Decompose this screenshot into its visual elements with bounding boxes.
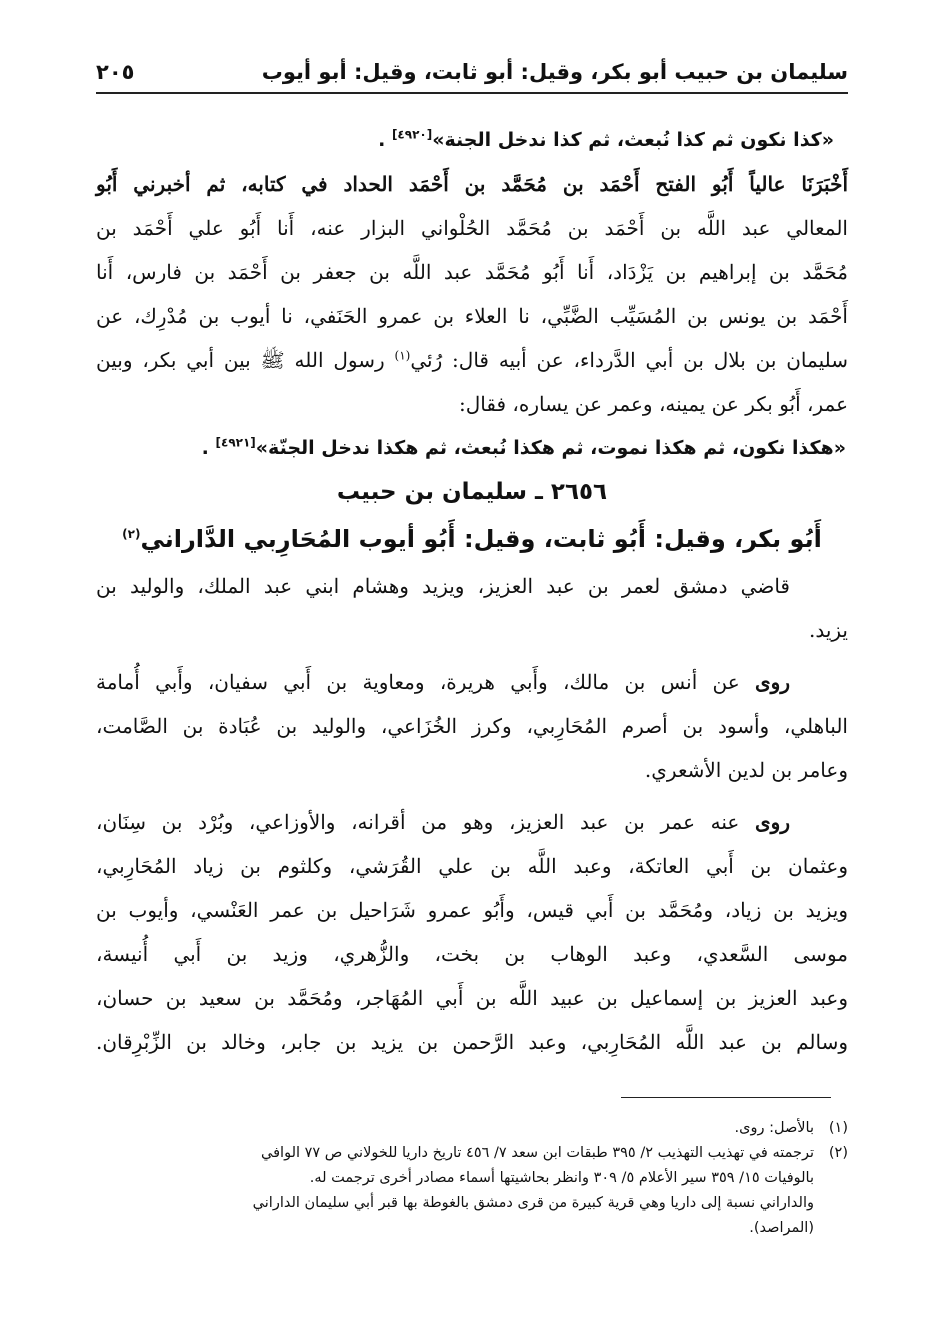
narrated-by-line: وعبد العزيز بن إسماعيل بن عبيد اللَّه بن أَبي المُهَاجر، ومُحَمَّد بن سعيد بن حسان، xyxy=(96,986,848,1010)
footnote-2-cont: (المراصد). xyxy=(749,1220,814,1236)
narrated-by-line: موسى السَّعدي، وعبد الوهاب بن بخت، والزُّهري، وزيد بن أَبي أُنيسة، xyxy=(96,942,848,966)
footnote-1 xyxy=(96,1116,848,1141)
hadith-text: «كذا نكون ثم كذا نُبعث، ثم كذا ندخل الجنة»[٤٩٢٠] . xyxy=(378,127,834,151)
isnad-line: المعالي عبد اللَّه بن أَحْمَد بن مُحَمَّد الحُلْواني البزار عنه، أَنا أَبُو علي أَحْمَد بن xyxy=(96,216,848,240)
main-text xyxy=(96,118,848,1064)
isnad-text: سليمان بن بلال بن أبي الدَّرداء، عن أبيه قال: رُئي xyxy=(410,348,848,372)
page-header xyxy=(96,58,848,94)
narrated-from-line: وعامر بن لدين الأشعري. xyxy=(644,758,848,782)
bio-line: يزيد. xyxy=(808,618,848,642)
page-number: ٢٠٥ xyxy=(96,60,135,84)
isnad-line: أَحْمَد بن يونس بن المُسَيِّب الضَّبِّي، نا العلاء بن عمرو الحَنَفي، نا أيوب بن مُدْرِك، عن xyxy=(96,304,848,328)
entry-kunya xyxy=(96,514,848,564)
footnote-mark: (٢) xyxy=(828,1145,848,1161)
footnote-2 xyxy=(96,1141,848,1166)
keyword-rawa: روى xyxy=(755,670,791,694)
isnad-line: عمر، أَبُو بكر عن يمينه، وعمر عن يساره، فقال: xyxy=(459,392,848,416)
narrated-from-line: الباهلي، وأسود بن أصرم المُحَارِبي، وكرز الخُزَاعي، والوليد بن عُبَادة بن الصَّامت، xyxy=(96,714,848,738)
narrated-by-line: روى عنه عمر بن عبد العزيز، وهو من أقرانه، والأوزاعي، وبُرْد بن سِنَان، xyxy=(96,810,790,834)
footnote-mark: (١) xyxy=(828,1120,848,1136)
footnote-separator xyxy=(621,1097,831,1098)
footnotes xyxy=(96,1116,848,1241)
hadith-quote: «كذا نكون ثم كذا نُبعث، ثم كذا ندخل الجنة» xyxy=(432,129,834,151)
keyword-rawa: روى xyxy=(755,810,790,834)
hadith-quote: «هكذا نكون، ثم هكذا نموت، ثم هكذا نُبعث، ثم هكذا ندخل الجنّة» xyxy=(255,437,846,459)
narrated-by-line: وسالم بن عبد اللَّه المُحَارِبي، وعبد الرَّحمن بن يزيد بن جابر، وخالد بن الزِّبْرِقان. xyxy=(96,1030,848,1054)
narrated-by-line: ويزيد بن زياد، ومُحَمَّد بن أَبي قيس، وأَبُو عمرو شَرَاحيل بن عمر العَنْسي، وأيوب بن xyxy=(96,898,848,922)
footnote-marker: (١) xyxy=(394,348,411,363)
hadith-text: «هكذا نكون، ثم هكذا نموت، ثم هكذا نُبعث، ثم هكذا ندخل الجنّة»[٤٩٢١] . xyxy=(201,435,846,459)
footnote-marker: (٢) xyxy=(122,527,141,541)
hadith-number: [٤٩٢١] xyxy=(215,435,256,450)
hadith-number: [٤٩٢٠] xyxy=(391,127,433,142)
kunya-text: أَبُو بكر، وقيل: أَبُو ثابت، وقيل: أَبُو أيوب المُحَارِبي الدَّاراني xyxy=(140,525,822,553)
bio-line: قاضي دمشق لعمر بن عبد العزيز، ويزيد وهشام ابني عبد الملك، والوليد بن xyxy=(96,574,790,598)
footnote-text: بالأصل: روى. xyxy=(734,1120,814,1136)
isnad-line xyxy=(96,338,848,382)
isnad-line: أَخْبَرَنَا عالياً أَبُو الفتح أَحْمَد بن مُحَمَّد بن أَحْمَد الحداد في كتابه، ثم أخبرني أَبُو xyxy=(96,172,848,196)
footnote-text: ترجمته في تهذيب التهذيب ٢/ ٣٩٥ طبقات ابن سعد ٧/ ٤٥٦ تاريخ داريا للخولاني ص ٧٧ الوافي xyxy=(261,1145,814,1161)
entry-heading: ٢٦٥٦ ـ سليمان بن حبيب xyxy=(336,479,608,505)
footnote-2-cont: والداراني نسبة إلى داريا وهي قرية كبيرة من قرى دمشق بالغوطة بها قبر أبي سليمان الداراني xyxy=(252,1195,814,1211)
running-title: سليمان بن حبيب أبو بكر، وقيل: أبو ثابت، وقيل: أبو أيوب xyxy=(261,60,848,84)
narrated-from-line: روى عن أنس بن مالك، وأَبي هريرة، ومعاوية بن أَبي سفيان، وأَبي أُمامة xyxy=(96,670,791,694)
narrated-by-line: وعثمان بن أَبي العاتكة، وعبد اللَّه بن علي القُرَشي، وكلثوم بن زياد المُحَارِبي، xyxy=(96,854,848,878)
isnad-line: مُحَمَّد بن إبراهيم بن يَزْدَاد، أَنا أَبُو مُحَمَّد عبد اللَّه بن جعفر بن أَحْمَد بن فارس، أَنا xyxy=(96,260,848,284)
isnad-text: رسول الله ﷺ بين أبي بكر، وبين xyxy=(96,348,385,372)
footnote-2-cont: بالوفيات ١٥/ ٣٥٩ سير الأعلام ٥/ ٣٠٩ وانظر بحاشيتها أسماء مصادر أخرى ترجمت له. xyxy=(309,1170,814,1186)
